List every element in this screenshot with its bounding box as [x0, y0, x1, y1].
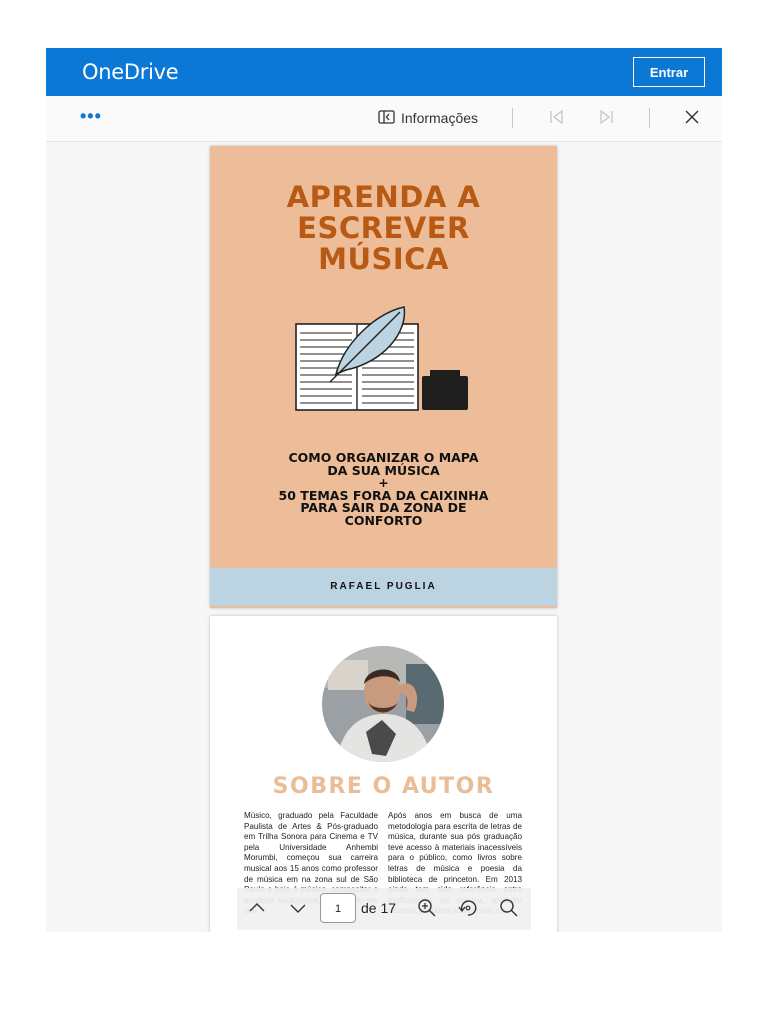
- search-icon[interactable]: [499, 898, 519, 923]
- page-count-label: de 17: [361, 900, 397, 916]
- top-bar: [46, 48, 722, 96]
- page-navigator: [237, 888, 531, 930]
- last-page-icon[interactable]: [598, 109, 614, 130]
- about-heading: SOBRE O AUTOR: [272, 774, 495, 799]
- more-options-button[interactable]: •••: [80, 106, 102, 126]
- cover-title-line: MÚSICA: [318, 242, 449, 276]
- document-page-cover: [210, 146, 557, 608]
- page-number-input[interactable]: 1: [320, 893, 356, 923]
- info-panel-icon: [378, 110, 395, 127]
- cover-subtitle-line: 50 TEMAS FORA DA CAIXINHA: [278, 487, 489, 503]
- zoom-in-icon[interactable]: [417, 898, 437, 923]
- notebook-quill-illustration: [294, 304, 474, 414]
- cover-title-line: ESCREVER: [297, 211, 470, 245]
- brand-title: OneDrive: [82, 60, 179, 84]
- author-name: RAFAEL PUGLIA: [330, 581, 437, 592]
- cover-subtitle-line: COMO ORGANIZAR O MAPA: [288, 450, 479, 465]
- close-icon[interactable]: [684, 109, 700, 130]
- cover-subtitle: [210, 452, 557, 527]
- onedrive-viewer: [46, 48, 722, 932]
- signin-button[interactable]: Entrar: [633, 57, 705, 87]
- cover-title-line: APRENDA A: [286, 180, 481, 214]
- about-text-left: Músico, graduado pela Faculdade Paulista de Artes & Pós-graduado em Trilha Sonora para Cinema e TV pela Universidade Anhembi Morumbi, começou sua carreira musical aos 15 anos como professor de música em na zona sul de São: [244, 811, 378, 884]
- rotate-icon[interactable]: [458, 898, 478, 923]
- author-band: [210, 568, 557, 606]
- cover-subtitle-line: CONFORTO: [344, 512, 423, 528]
- toolbar-divider: [649, 108, 650, 128]
- about-text-right: Após anos em busca de uma metodologia para escrita de letras de música, durante sua pós graduação teve acesso à materiais inacessíveis para o público, como livros sobre letras de música e poesia da biblioteca de princeton. Em 2013: [388, 811, 522, 884]
- document-page-about: [210, 616, 557, 932]
- first-page-icon[interactable]: [549, 109, 565, 130]
- cover-subtitle-line: DA SUA MÚSICA: [327, 462, 440, 478]
- command-bar: [46, 96, 722, 142]
- info-label: Informações: [401, 110, 479, 126]
- cover-title: [210, 182, 557, 275]
- author-photo: [322, 646, 444, 762]
- previous-page-icon[interactable]: [247, 898, 267, 923]
- toolbar-divider: [512, 108, 513, 128]
- cover-subtitle-line: +: [378, 475, 389, 490]
- next-page-icon[interactable]: [288, 898, 308, 923]
- cover-subtitle-line: PARA SAIR DA ZONA DE: [300, 500, 467, 515]
- info-button[interactable]: [378, 107, 478, 129]
